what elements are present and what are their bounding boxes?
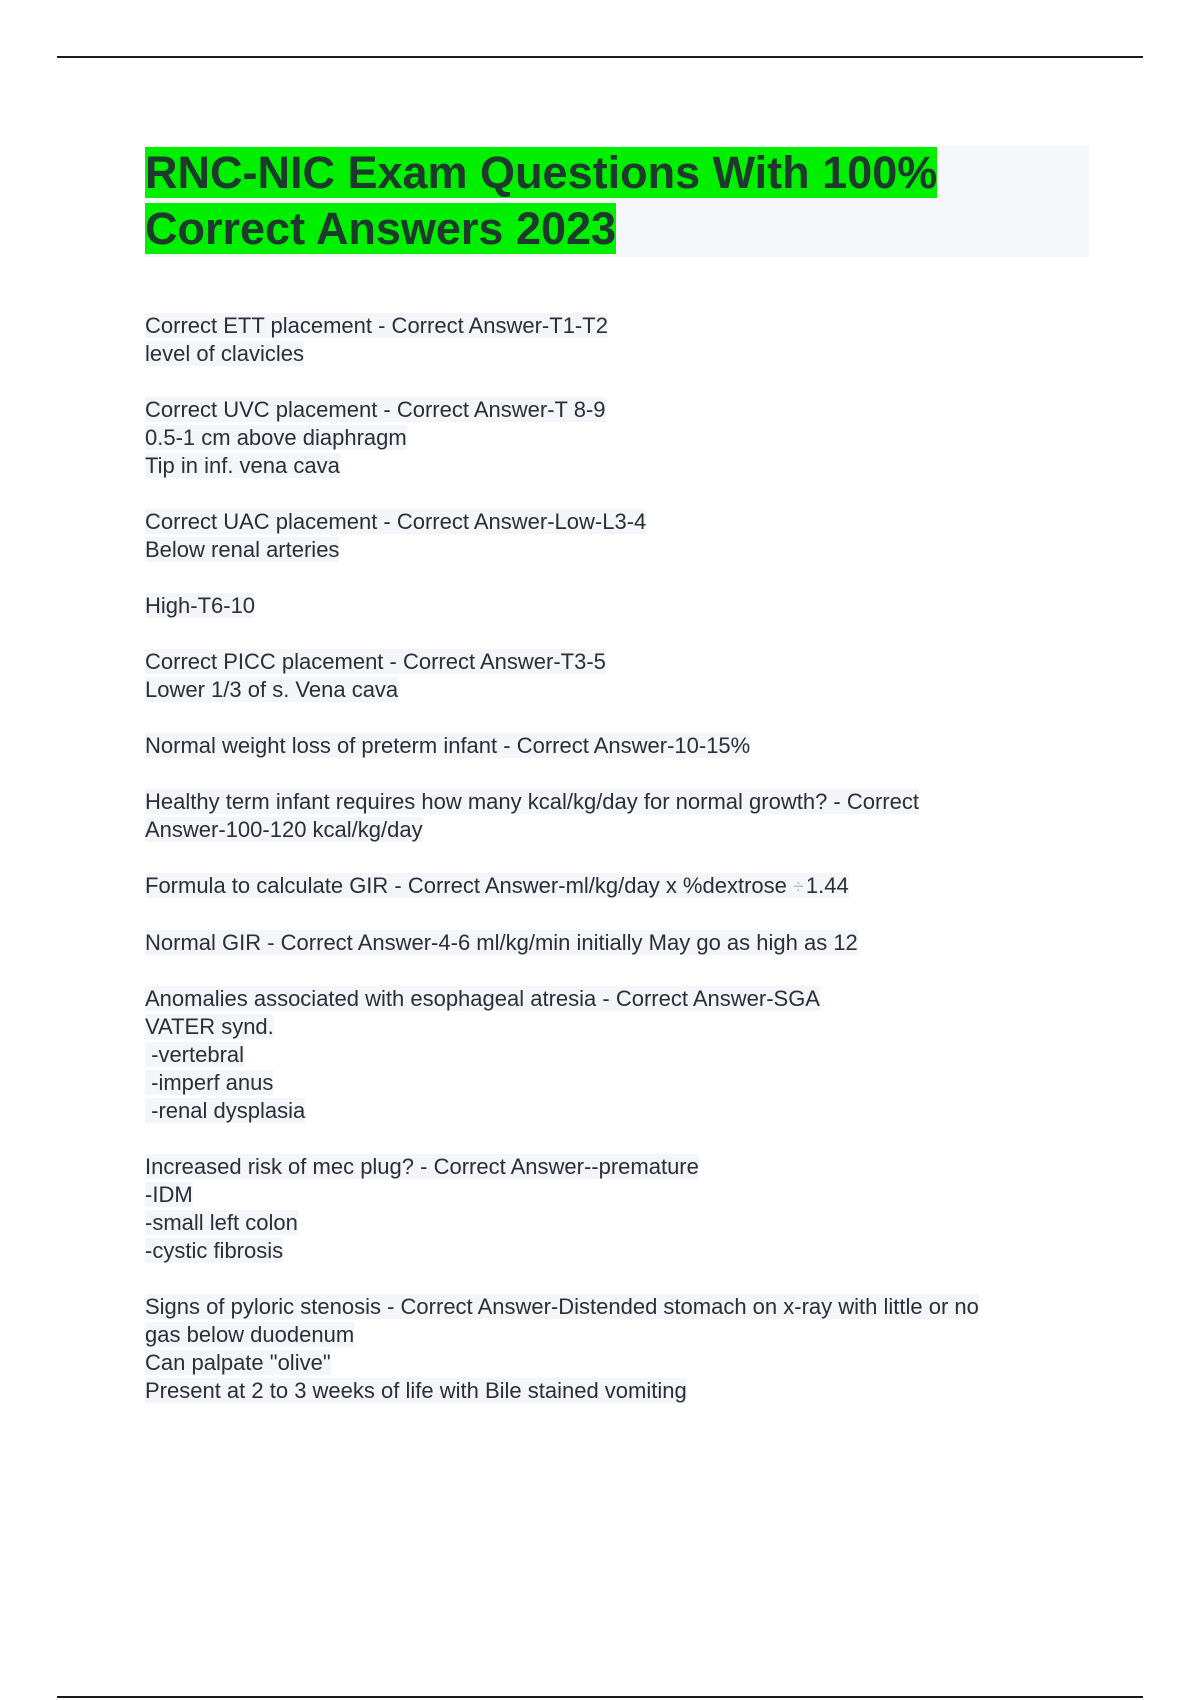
title-block bbox=[145, 145, 1089, 257]
qa-item-mec-plug bbox=[145, 1153, 1095, 1265]
title-line-2: Correct Answers 2023 bbox=[145, 203, 617, 254]
qa-line: Correct PICC placement - Correct Answer-T3-5 bbox=[145, 649, 606, 674]
qa-line: gas below duodenum bbox=[145, 1322, 355, 1347]
document-title bbox=[145, 145, 1089, 257]
qa-line: Healthy term infant requires how many kcal/kg/day for normal growth? - Correct bbox=[145, 789, 919, 814]
qa-line: Answer-100-120 kcal/kg/day bbox=[145, 817, 423, 842]
qa-line: Formula to calculate GIR - Correct Answer-ml/kg/day x %dextrose bbox=[145, 873, 787, 898]
qa-line: level of clavicles bbox=[145, 341, 304, 366]
top-rule bbox=[57, 56, 1143, 58]
qa-line: -imperf anus bbox=[145, 1070, 274, 1095]
qa-line: -vertebral bbox=[145, 1042, 245, 1067]
qa-line: Signs of pyloric stenosis - Correct Answer-Distended stomach on x-ray with little or no bbox=[145, 1294, 979, 1319]
qa-line: High-T6-10 bbox=[145, 593, 256, 618]
qa-line: Present at 2 to 3 weeks of life with Bile stained vomiting bbox=[145, 1378, 687, 1403]
qa-line: Correct UVC placement - Correct Answer-T 8-9 bbox=[145, 397, 606, 422]
qa-line-suffix: 1.44 bbox=[805, 873, 849, 898]
qa-line: Can palpate "olive" bbox=[145, 1350, 331, 1375]
division-sign-icon: ÷ bbox=[792, 876, 804, 898]
qa-item-picc bbox=[145, 648, 1095, 704]
qa-line: Increased risk of mec plug? - Correct Answer--premature bbox=[145, 1154, 699, 1179]
qa-item-ett bbox=[145, 312, 1095, 368]
qa-line: 0.5-1 cm above diaphragm bbox=[145, 425, 407, 450]
bottom-rule bbox=[57, 1696, 1143, 1698]
qa-item-gir-formula bbox=[145, 872, 1095, 901]
qa-line: Normal GIR - Correct Answer-4-6 ml/kg/min initially May go as high as 12 bbox=[145, 930, 858, 955]
qa-line: Lower 1/3 of s. Vena cava bbox=[145, 677, 399, 702]
qa-item-esophageal-atresia bbox=[145, 985, 1095, 1125]
qa-line: Correct UAC placement - Correct Answer-Low-L3-4 bbox=[145, 509, 647, 534]
qa-line: Correct ETT placement - Correct Answer-T1-T2 bbox=[145, 313, 608, 338]
qa-item-normal-gir bbox=[145, 929, 1095, 957]
qa-list bbox=[145, 312, 1095, 1433]
qa-line: VATER synd. bbox=[145, 1014, 274, 1039]
qa-line: -renal dysplasia bbox=[145, 1098, 306, 1123]
qa-line: Tip in inf. vena cava bbox=[145, 453, 340, 478]
title-line-1: RNC-NIC Exam Questions With 100% bbox=[145, 147, 938, 198]
qa-line: -small left colon bbox=[145, 1210, 298, 1235]
qa-line: Anomalies associated with esophageal atresia - Correct Answer-SGA bbox=[145, 986, 820, 1011]
qa-item-kcal bbox=[145, 788, 1095, 844]
qa-item-uvc bbox=[145, 396, 1095, 480]
qa-line: Below renal arteries bbox=[145, 537, 340, 562]
qa-item-weight-loss bbox=[145, 732, 1095, 760]
qa-line: Normal weight loss of preterm infant - Correct Answer-10-15% bbox=[145, 733, 751, 758]
qa-item-uac bbox=[145, 508, 1095, 564]
qa-line: -cystic fibrosis bbox=[145, 1238, 284, 1263]
qa-item-pyloric-stenosis bbox=[145, 1293, 1095, 1405]
qa-line: -IDM bbox=[145, 1182, 193, 1207]
qa-item-uac-high bbox=[145, 592, 1095, 620]
